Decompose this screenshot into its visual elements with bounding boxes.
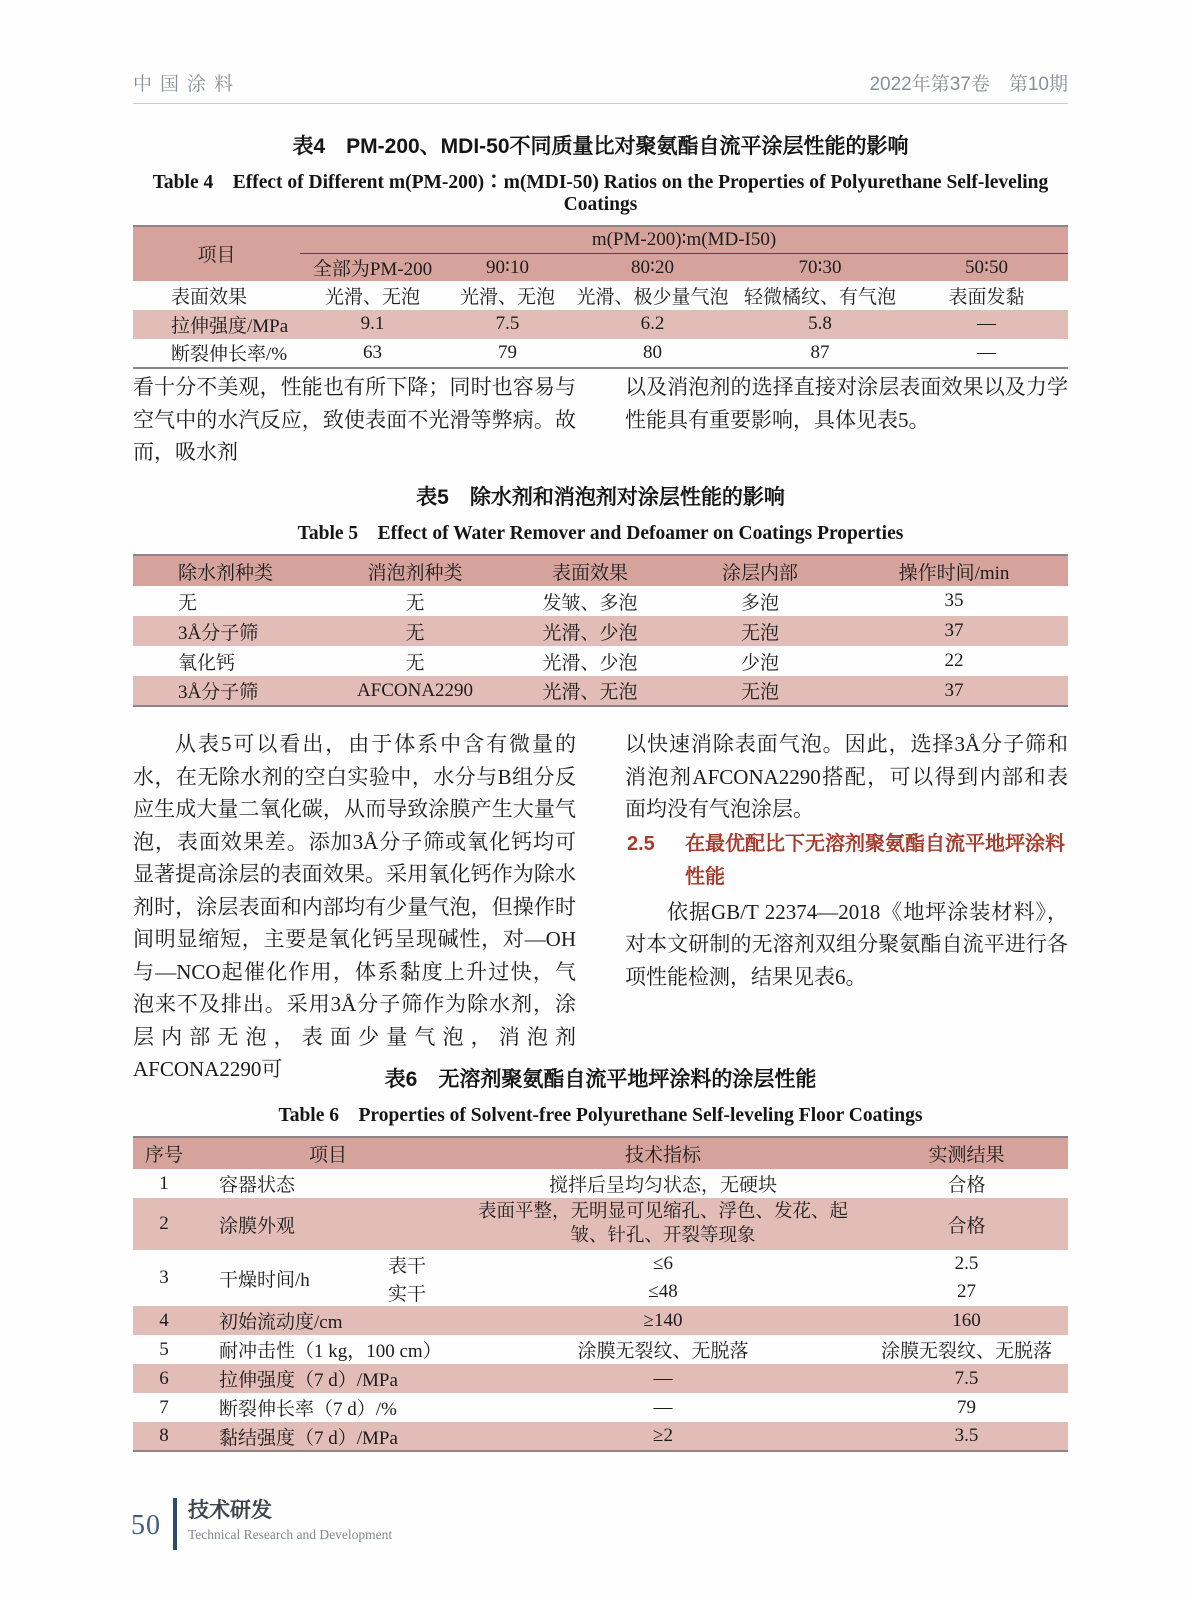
table-cell: 少泡	[740, 652, 779, 674]
spec-cell: ≥140	[461, 1306, 865, 1335]
spec-cell: ≥2	[461, 1422, 865, 1451]
paragraph: 依据GB/T 22374—2018《地坪涂装材料》，对本文研制的无溶剂双组分聚氨酯自流平进行各项性能检测，结果见表6。	[625, 899, 1068, 989]
result-cell: 涂膜无裂纹、无脱落	[881, 1341, 1053, 1362]
row-number: 3	[159, 1267, 169, 1288]
table4-subheader: 70∶30	[735, 253, 905, 281]
row-number: 8	[133, 1422, 195, 1451]
spec-cell: ≤6	[653, 1253, 673, 1274]
page-number: 50	[131, 1510, 161, 1541]
table6-title-zh: 表6 无溶剂聚氨酯自流平地坪涂料的涂层性能	[384, 1068, 817, 1091]
table-cell: 6.2	[570, 310, 735, 339]
table-row	[133, 1250, 1068, 1278]
table-cell: 35	[944, 590, 964, 611]
table-cell: —	[977, 341, 996, 363]
table-row	[133, 1422, 1068, 1451]
row-item: 断裂伸长率（7 d）/%	[219, 1399, 397, 1420]
table-row	[133, 1198, 1068, 1250]
body-text-row1	[133, 371, 1068, 469]
table-cell: 80	[643, 341, 662, 363]
result-cell: 79	[957, 1396, 977, 1418]
table-row	[133, 1364, 1068, 1393]
row-item: 初始流动度/cm	[195, 1306, 461, 1335]
table-row	[133, 310, 1068, 339]
paragraph: 以快速消除表面气泡。因此，选择3Å分子筛和消泡剂AFCONA2290搭配，可以得到内部和表面均没有气泡涂层。	[625, 732, 1068, 821]
table-row	[133, 281, 1068, 310]
row-item: 拉伸强度（7 d）/MPa	[195, 1364, 461, 1393]
table-cell: 3Å分子筛	[133, 616, 330, 646]
spec-cell: —	[653, 1396, 673, 1418]
table-row	[133, 1169, 1068, 1198]
table-cell: 5.8	[735, 310, 905, 339]
table-row	[133, 1335, 1068, 1364]
table-cell: 22	[944, 650, 964, 671]
table-row	[133, 616, 1068, 646]
section-title: 在最优配比下无溶剂聚氨酯自流平地坪涂料性能	[685, 832, 1065, 888]
spec-cell: 表面平整，无明显可见缩孔、浮色、发花、起皱、针孔、开裂等现象	[461, 1198, 865, 1250]
sub-item: 实干	[388, 1283, 427, 1305]
table5-block	[133, 481, 1068, 707]
table-cell: 轻微橘纹、有气泡	[743, 286, 896, 308]
table-row	[133, 1306, 1068, 1335]
result-cell: 3.5	[865, 1422, 1068, 1451]
table6-title-en: Table 6 Properties of Solvent-free Polyurethane Self-leveling Floor Coatings	[278, 1105, 923, 1126]
table-cell: 光滑、极少量气泡	[576, 286, 729, 308]
row-number: 4	[133, 1306, 195, 1335]
section-number: 2.5	[627, 832, 655, 855]
table4-header-item: 项目	[133, 226, 300, 281]
table-cell: 37	[840, 616, 1068, 646]
spec-cell: 搅拌后呈均匀状态，无硬块	[549, 1175, 778, 1196]
table6-header: 序号	[133, 1137, 195, 1169]
table4-subheader: 90∶10	[445, 253, 570, 281]
result-cell: 160	[865, 1306, 1068, 1335]
table6-header: 技术指标	[461, 1137, 865, 1169]
result-cell: 27	[957, 1281, 977, 1302]
table-cell: 无	[405, 592, 425, 614]
table4-subheader: 全部为PM-200	[300, 253, 445, 281]
table-cell: 无	[330, 616, 500, 646]
table-cell: 37	[840, 676, 1068, 706]
table4	[133, 225, 1068, 369]
table-row	[133, 339, 1068, 368]
spec-cell: 涂膜无裂纹、无脱落	[577, 1341, 749, 1362]
result-cell: 合格	[947, 1175, 986, 1196]
table-cell: 3Å分子筛	[133, 676, 330, 706]
table5-header: 除水剂种类	[133, 555, 330, 586]
result-cell: 合格	[865, 1198, 1068, 1250]
table-cell: 光滑、少泡	[500, 616, 680, 646]
table-cell: AFCONA2290	[330, 676, 500, 706]
table-cell: 多泡	[740, 592, 779, 614]
table-cell: 9.1	[300, 310, 445, 339]
table-cell: 87	[810, 341, 830, 363]
table-row	[133, 586, 1068, 616]
table-row	[133, 676, 1068, 706]
table6-header: 项目	[195, 1137, 461, 1169]
table5-header: 操作时间/min	[840, 555, 1068, 586]
result-cell: 2.5	[954, 1253, 979, 1274]
spec-cell: ≤48	[648, 1281, 678, 1302]
body-text-row2	[133, 728, 1068, 1086]
table-cell: 光滑、无泡	[459, 286, 555, 308]
table5-header: 涂层内部	[680, 555, 840, 586]
row-item: 耐冲击性（1 kg，100 cm）	[219, 1341, 442, 1362]
table-cell: 63	[363, 341, 382, 363]
running-head	[133, 70, 1068, 104]
row-number: 5	[159, 1338, 169, 1360]
table5	[133, 554, 1068, 707]
table-cell: 无	[178, 592, 198, 614]
footer-section-zh: 技术研发	[188, 1499, 272, 1522]
paragraph: 以及消泡剂的选择直接对涂层表面效果以及力学性能具有重要影响，具体见表5。	[625, 375, 1068, 432]
table4-group-header: m(PM-200)∶m(MD-I50)	[300, 226, 1068, 253]
table4-title-zh: 表4 PM-200、MDI-50不同质量比对聚氨酯自流平涂层性能的影响	[292, 135, 909, 158]
table-cell: 无泡	[680, 616, 840, 646]
table4-subheader: 50∶50	[905, 253, 1068, 281]
table-cell: 氧化钙	[178, 652, 236, 674]
row-item: 黏结强度（7 d）/MPa	[195, 1422, 461, 1451]
issue-info: 2022年第37卷 第10期	[869, 74, 1068, 95]
paragraph: 看十分不美观，性能也有所下降；同时也容易与空气中的水汽反应，致使表面不光滑等弊病。故而，吸水剂	[133, 375, 576, 464]
row-label: 表面效果	[171, 286, 248, 308]
table-cell: 无泡	[680, 676, 840, 706]
paragraph: 从表5可以看出，由于体系中含有微量的水，在无除水剂的空白实验中，水分与B组分反应生成大量二氧化碳，从而导致涂膜产生大量气泡，表面效果差。添加3Å分子筛或氧化钙均可显著提高涂层的表面效果。采用氧化钙作为除水剂时，涂层表面和内部均有少量气泡，但操作时间明显缩短，主要是氧化钙呈现碱性，对—OH与—NCO起催化作用，体系黏度上升过快，气泡来不及排出。采用3Å分子筛作为除水剂，涂层内部无泡，表面少量气泡，消泡剂AFCONA2290可	[133, 732, 576, 1081]
table6-header: 实测结果	[865, 1137, 1068, 1169]
table5-header: 消泡剂种类	[330, 555, 500, 586]
row-number: 7	[159, 1396, 169, 1418]
footer-divider	[173, 1498, 177, 1550]
table-cell: 表面发黏	[948, 286, 1025, 308]
table-cell: 光滑、少泡	[542, 652, 638, 674]
table-row	[133, 646, 1068, 676]
row-number: 2	[133, 1198, 195, 1250]
result-cell: 7.5	[865, 1364, 1068, 1393]
table-cell: 7.5	[445, 310, 570, 339]
table4-subheader: 80∶20	[570, 253, 735, 281]
table-cell: —	[905, 310, 1068, 339]
row-label: 拉伸强度/MPa	[133, 310, 300, 339]
table-cell: 发皱、多泡	[542, 592, 638, 614]
table-cell: 79	[498, 341, 517, 363]
row-label: 断裂伸长率/%	[171, 344, 288, 365]
page-footer	[131, 1498, 392, 1550]
table6	[133, 1136, 1068, 1452]
table5-title-zh: 表5 除水剂和消泡剂对涂层性能的影响	[416, 486, 785, 509]
row-item: 容器状态	[219, 1175, 296, 1196]
spec-cell: —	[461, 1364, 865, 1393]
table5-title-en: Table 5 Effect of Water Remover and Defoamer on Coatings Properties	[297, 523, 904, 544]
row-number: 1	[159, 1172, 169, 1194]
footer-section-en: Technical Research and Development	[188, 1527, 393, 1542]
table-cell: 无	[405, 652, 425, 674]
table-cell: 光滑、无泡	[500, 676, 680, 706]
sub-item: 表干	[388, 1255, 427, 1277]
footer-section	[188, 1498, 392, 1550]
row-item: 涂膜外观	[195, 1198, 461, 1250]
row-item: 干燥时间/h	[219, 1269, 310, 1291]
table6-block	[133, 1063, 1068, 1452]
journal-name: 中国涂料	[133, 74, 242, 95]
table-row	[133, 1393, 1068, 1422]
row-number: 6	[133, 1364, 195, 1393]
table4-block	[133, 130, 1068, 369]
table5-header: 表面效果	[500, 555, 680, 586]
table4-title-en: Table 4 Effect of Different m(PM-200)∶m(MDI-50) Ratios on the Properties of Polyurethane Self-leveling Coatings	[152, 172, 1049, 215]
section-heading	[625, 828, 1068, 894]
table-cell: 光滑、无泡	[324, 286, 420, 308]
